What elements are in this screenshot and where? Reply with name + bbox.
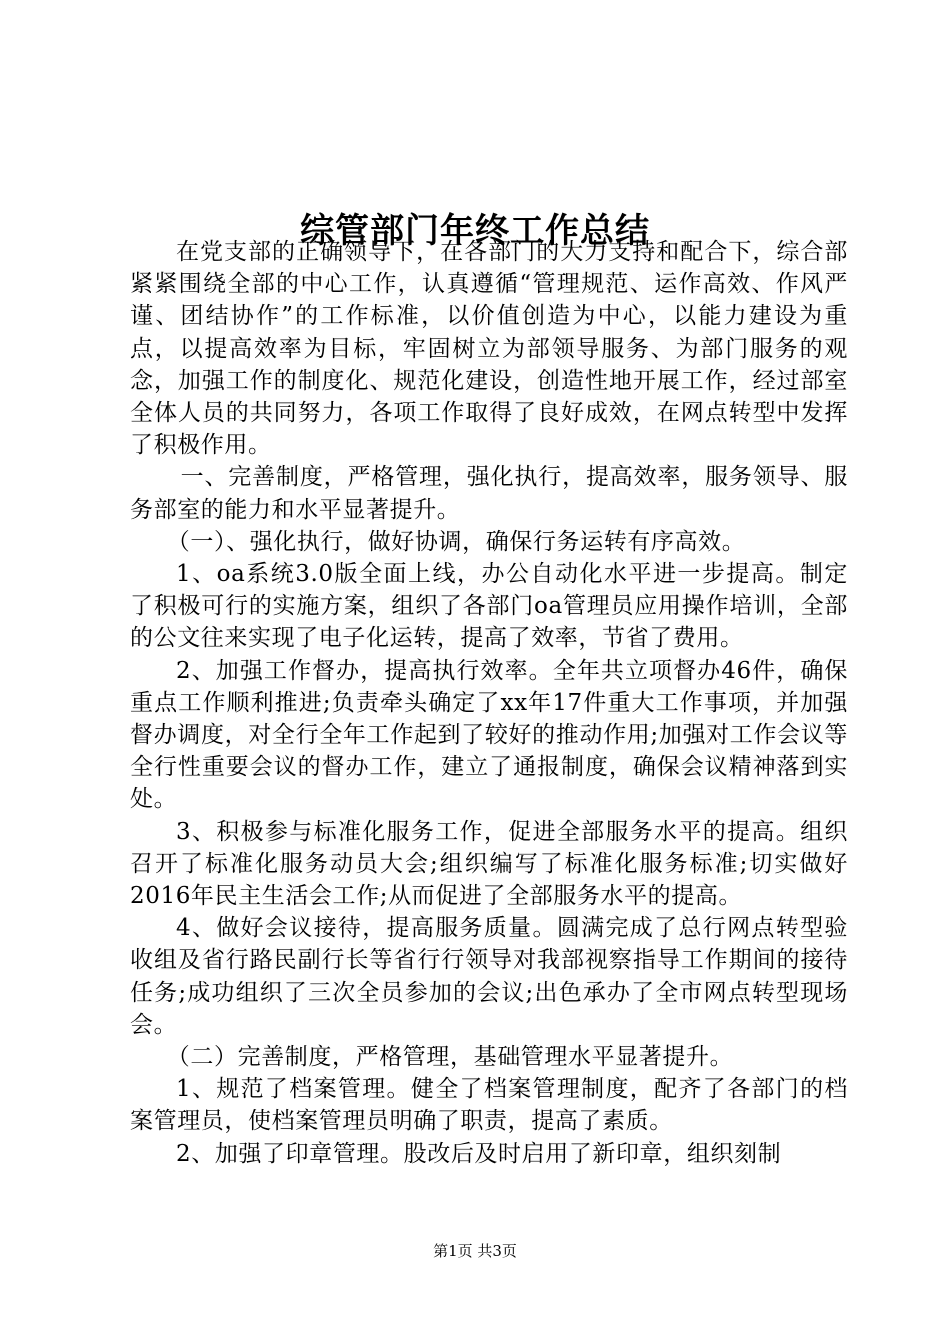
document-body	[130, 236, 848, 1170]
subsection-heading-1: （一）、强化执行，做好协调，确保行务运转有序高效。	[166, 528, 746, 555]
intro-paragraph: 在党支部的正确领导下，在各部门的大力支持和配合下，综合部紧紧围绕全部的中心工作，认真遵循“管理规范、运作高效、作风严谨、团结协作”的工作标准，以价值创造为中心，以能力建设为重点，以提高效率为目标，牢固树立为部领导服务、为部门服务的观念，加强工作的制度化、规范化建设，创造性地开展工作，经过部室全体人员的共同努力，各项工作取得了良好成效，在网点转型中发挥了积极作用。	[130, 239, 848, 459]
item-paragraph-6: 2、加强了印章管理。股改后及时启用了新印章，组织刻制	[176, 1140, 782, 1167]
item-paragraph-2: 2、加强工作督办，提高执行效率。全年共立项督办46件，确保重点工作顺利推进;负责牵头确定了xx年17件重大工作事项，并加强督办调度，对全行全年工作起到了较好的推动作用;加强对工作会议等全行性重要会议的督办工作，建立了通报制度，确保会议精神落到实处。	[130, 657, 848, 813]
item-paragraph-1: 1、oa系统3.0版全面上线，办公自动化水平进一步提高。制定了积极可行的实施方案，组织了各部门oa管理员应用操作培训，全部的公文往来实现了电子化运转，提高了效率，节省了费用。	[130, 561, 848, 652]
item-paragraph-4: 4、做好会议接待，提高服务质量。圆满完成了总行网点转型验收组及省行路民副行长等省行行领导对我部视察指导工作期间的接待任务;成功组织了三次全员参加的会议;出色承办了全市网点转型现场会。	[130, 915, 848, 1038]
document-title: 综管部门年终工作总结	[300, 210, 650, 251]
item-paragraph-3: 3、积极参与标准化服务工作，促进全部服务水平的提高。组织召开了标准化服务动员大会;组织编写了标准化服务标准;切实做好2016年民主生活会工作;从而促进了全部服务水平的提高。	[130, 818, 848, 910]
subsection-heading-2: （二）完善制度，严格管理，基础管理水平显著提升。	[166, 1044, 734, 1071]
page-footer: 第1页 共3页	[433, 1242, 517, 1260]
section-heading-1: 一、完善制度，严格管理，强化执行，提高效率，服务领导、服务部室的能力和水平显著提升。	[130, 464, 848, 523]
item-paragraph-5: 1、规范了档案管理。健全了档案管理制度，配齐了各部门的档案管理员，使档案管理员明确了职责，提高了素质。	[130, 1076, 848, 1135]
